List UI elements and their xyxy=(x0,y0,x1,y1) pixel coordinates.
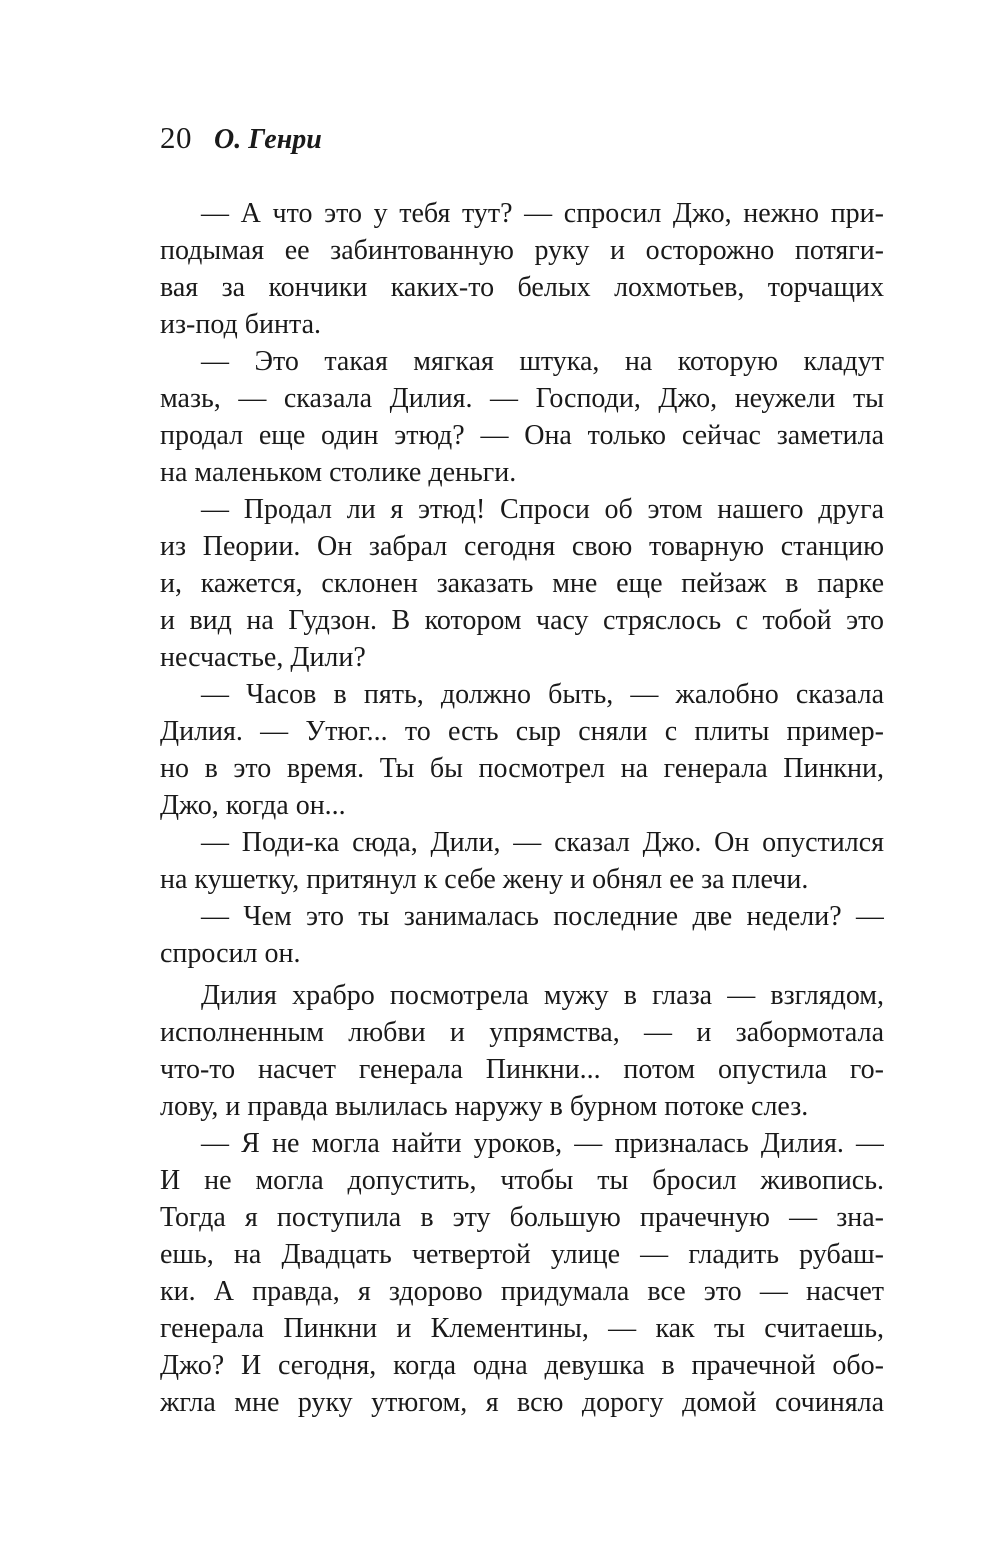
text-line: из-под бинта. xyxy=(160,309,322,340)
text-line: Тогда я поступила в эту большую прачечную — зна- xyxy=(160,1202,884,1233)
text-line: из Пеории. Он забрал сегодня свою товарную станцию xyxy=(160,531,884,562)
text-line: — Поди-ка сюда, Дили, — сказал Джо. Он опустился xyxy=(201,827,884,858)
text-line: Дилия. — Утюг... то есть сыр сняли с плиты пример- xyxy=(160,716,884,747)
text-line: ешь, на Двадцать четвертой улице — гладить рубаш- xyxy=(160,1239,884,1270)
text-line: — Это такая мягкая штука, на которую кладут xyxy=(201,346,884,377)
running-head xyxy=(160,120,322,164)
text-line: подымая ее забинтованную руку и осторожно потяги- xyxy=(160,235,884,266)
text-line: жгла мне руку утюгом, я всю дорогу домой сочиняла xyxy=(160,1387,884,1418)
author-name: О. Генри xyxy=(214,124,322,155)
text-line: — Продал ли я этюд! Спроси об этом нашего друга xyxy=(201,494,884,525)
text-line: Джо, когда он... xyxy=(160,790,346,821)
page-number: 20 xyxy=(160,120,192,155)
text-line: и вид на Гудзон. В котором часу стряслось с тобой это xyxy=(160,605,884,636)
text-line: И не могла допустить, чтобы ты бросил живопись. xyxy=(160,1165,884,1196)
text-line: генерала Пинкни и Клементины, — как ты считаешь, xyxy=(160,1313,884,1344)
text-line: спросил он. xyxy=(160,938,301,969)
text-line: — Я не могла найти уроков, — призналась Дилия. — xyxy=(201,1128,884,1159)
text-line: несчастье, Дили? xyxy=(160,642,366,673)
text-line: Джо? И сегодня, когда одна девушка в прачечной обо- xyxy=(160,1350,884,1381)
text-line: на маленьком столике деньги. xyxy=(160,457,517,488)
text-line: но в это время. Ты бы посмотрел на генерала Пинкни, xyxy=(160,753,884,784)
text-line: на кушетку, притянул к себе жену и обнял ее за плечи. xyxy=(160,864,809,895)
text-line: — Чем это ты занималась последние две недели? — xyxy=(201,901,884,932)
text-line: исполненным любви и упрямства, — и забормотала xyxy=(160,1017,884,1048)
text-line: Дилия храбро посмотрела мужу в глаза — взглядом, xyxy=(201,980,884,1011)
text-line: лову, и правда вылилась наружу в бурном потоке слез. xyxy=(160,1091,809,1122)
text-line: что-то насчет генерала Пинкни... потом опустила го- xyxy=(160,1054,884,1085)
text-line: вая за кончики каких-то белых лохмотьев, торчащих xyxy=(160,272,884,303)
text-line: продал еще один этюд? — Она только сейчас заметила xyxy=(160,420,884,451)
text-line: — А что это у тебя тут? — спросил Джо, нежно при- xyxy=(201,198,884,229)
text-line: ки. А правда, я здорово придумала все это — насчет xyxy=(160,1276,884,1307)
text-line: мазь, — сказала Дилия. — Господи, Джо, неужели ты xyxy=(160,383,884,414)
text-line: — Часов в пять, должно быть, — жалобно сказала xyxy=(201,679,884,710)
text-line: и, кажется, склонен заказать мне еще пейзаж в парке xyxy=(160,568,884,599)
body-text xyxy=(160,195,884,1421)
